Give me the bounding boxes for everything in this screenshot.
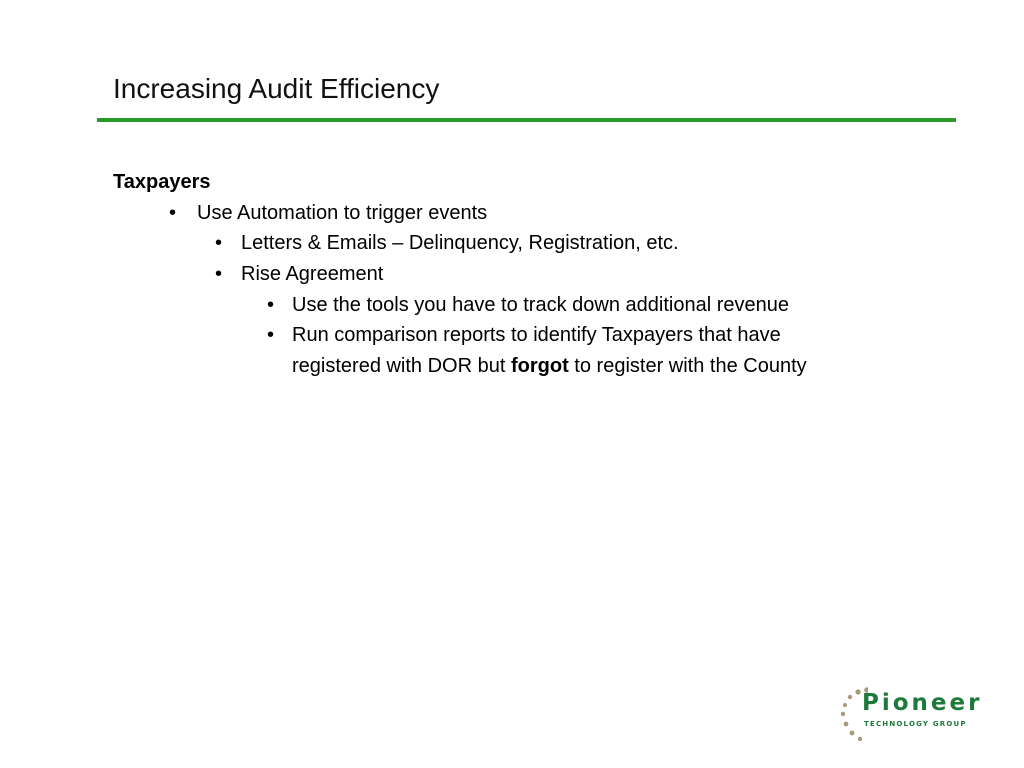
bullet-item: Letters & Emails – Delinquency, Registration, etc.	[241, 232, 679, 254]
bullet-marker: •	[267, 324, 275, 346]
logo-wordmark: Pioneer	[862, 690, 983, 716]
bullet-item: Use the tools you have to track down additional revenue	[292, 294, 789, 316]
bullet-marker: •	[215, 232, 223, 254]
bullet-item: Use Automation to trigger events	[197, 202, 488, 224]
pioneer-logo	[838, 686, 1004, 746]
bullet-text-part: to register with the County	[568, 355, 807, 377]
slide-title: Increasing Audit Efficiency	[113, 73, 440, 104]
bullet-emphasis: forgot	[510, 355, 569, 377]
section-heading: Taxpayers	[113, 171, 211, 193]
bullet-marker: •	[169, 202, 177, 224]
logo-tagline: TECHNOLOGY GROUP	[864, 720, 967, 728]
bullet-text-part: registered with DOR but	[292, 355, 511, 377]
bullet-item: Run comparison reports to identify Taxpayers that have	[292, 324, 781, 346]
bullet-item: Rise Agreement	[241, 263, 384, 285]
bullet-item-continuation	[292, 353, 807, 379]
title-divider	[97, 118, 956, 122]
bullet-marker: •	[215, 263, 223, 285]
bullet-marker: •	[267, 294, 275, 316]
